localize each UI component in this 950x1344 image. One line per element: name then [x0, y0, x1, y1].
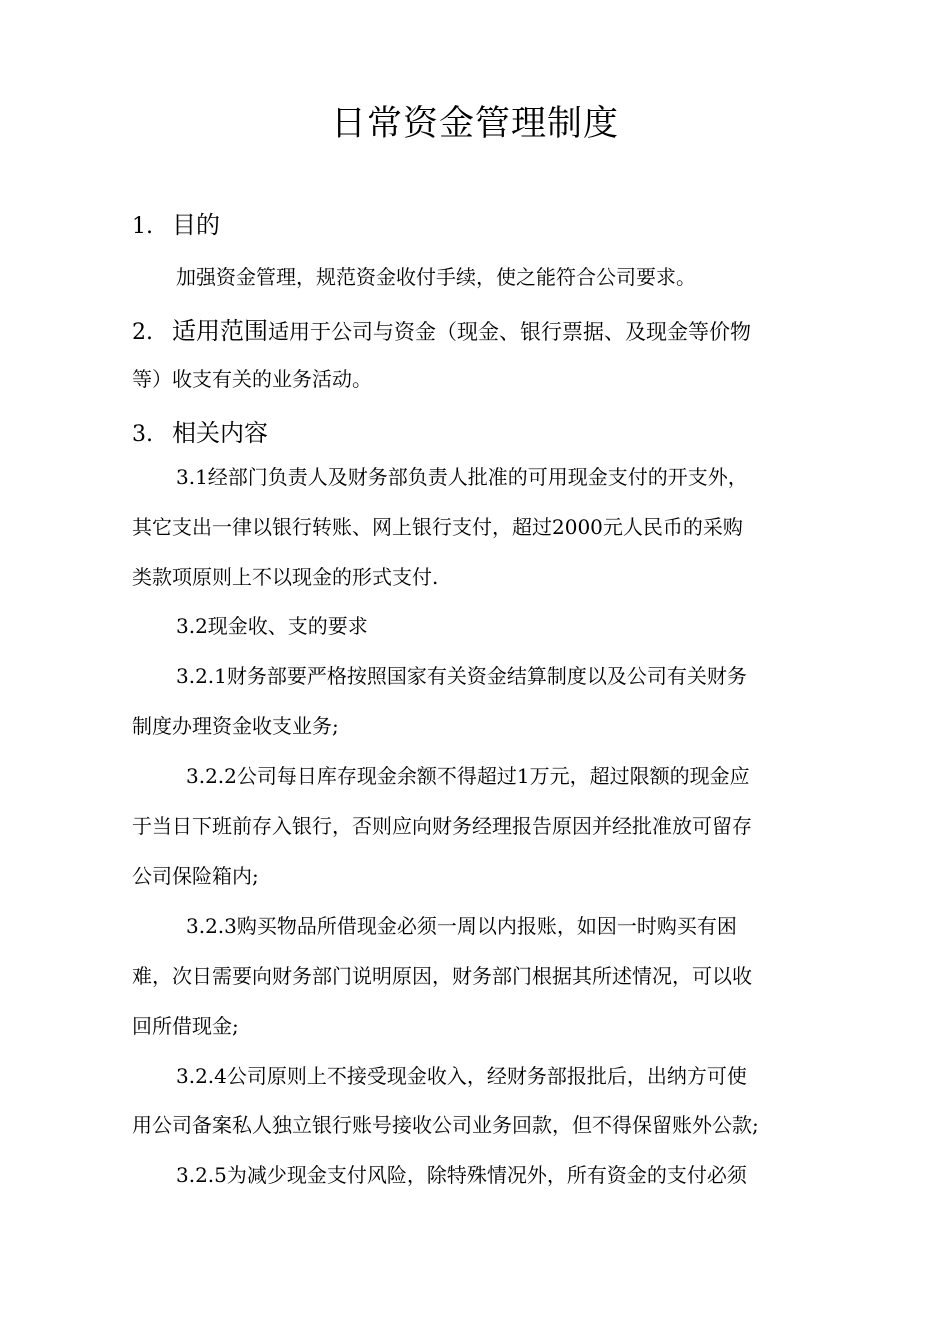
- section-heading: [132, 208, 220, 244]
- paragraph-line: 3.2现金收、支的要求: [176, 614, 368, 638]
- paragraph-line: 用公司备案私人独立银行账号接收公司业务回款，但不得保留账外公款;: [132, 1113, 759, 1137]
- paragraph-inline-text: 适用于公司与资金（现金、银行票据、及现金等价物: [268, 320, 751, 344]
- section-heading: [132, 416, 268, 452]
- paragraph-line: 公司保险箱内;: [132, 864, 259, 888]
- paragraph-line: 难，次日需要向财务部门说明原因，财务部门根据其所述情况，可以收: [132, 964, 752, 988]
- paragraph-line: 3.2.4公司原则上不接受现金收入，经财务部报批后，出纳方可使: [176, 1064, 747, 1088]
- section-title: 适用范围: [172, 317, 268, 345]
- paragraph-line: 类款项原则上不以现金的形式支付.: [132, 565, 439, 589]
- section-heading: [132, 314, 751, 350]
- paragraph-line: 制度办理资金收支业务;: [132, 714, 339, 738]
- paragraph-line: 3.2.1财务部要严格按照国家有关资金结算制度以及公司有关财务: [176, 664, 747, 688]
- section-number: 1.: [132, 214, 153, 239]
- paragraph-line: 回所借现金;: [132, 1014, 239, 1038]
- paragraph-line: 3.1经部门负责人及财务部负责人批准的可用现金支付的开支外，: [176, 465, 748, 489]
- paragraph-line: 3.2.3购买物品所借现金必须一周以内报账，如因一时购买有困: [186, 914, 737, 938]
- paragraph-line: 于当日下班前存入银行，否则应向财务经理报告原因并经批准放可留存: [132, 814, 752, 838]
- paragraph-line: 3.2.5为减少现金支付风险，除特殊情况外，所有资金的支付必须: [176, 1163, 747, 1187]
- paragraph-line: 等）收支有关的业务活动。: [132, 367, 372, 391]
- paragraph-line: 加强资金管理，规范资金收付手续，使之能符合公司要求。: [176, 265, 696, 289]
- section-number: 2.: [132, 320, 153, 345]
- paragraph-line: 其它支出一律以银行转账、网上银行支付，超过2000元人民币的采购: [132, 515, 743, 539]
- section-title: 目的: [172, 211, 220, 239]
- document-title: 日常资金管理制度: [330, 104, 619, 144]
- paragraph-line: 3.2.2公司每日库存现金余额不得超过1万元，超过限额的现金应: [186, 764, 750, 788]
- section-title: 相关内容: [172, 419, 268, 447]
- section-number: 3.: [132, 422, 153, 447]
